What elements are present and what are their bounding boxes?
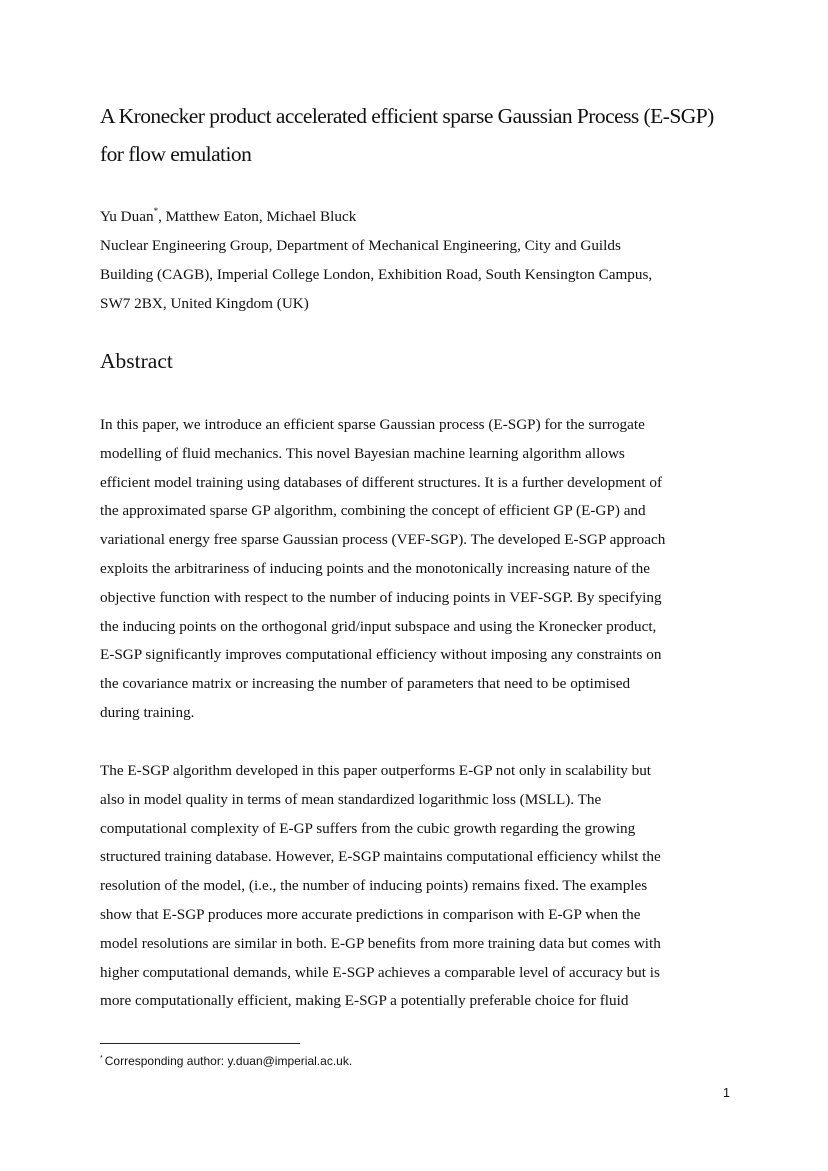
text-line: the covariance matrix or increasing the number of parameters that need to be optimised xyxy=(100,675,631,693)
footnote-marker: * xyxy=(100,1055,103,1062)
text-line: variational energy free sparse Gaussian process (VEF-SGP). The developed E-SGP approach xyxy=(100,531,666,549)
affiliation-line: Nuclear Engineering Group, Department of Mechanical Engineering, City and Guilds xyxy=(100,237,621,254)
corresponding-author-name: Yu Duan xyxy=(100,208,154,225)
text-line: resolution of the model, (i.e., the number of inducing points) remains fixed. The examples xyxy=(100,877,648,895)
text-line: also in model quality in terms of mean standardized logarithmic loss (MSLL). The xyxy=(100,790,602,808)
text-line: In this paper, we introduce an efficient sparse Gaussian process (E-SGP) for the surrogate xyxy=(100,416,645,433)
abstract-paragraph-1 xyxy=(100,411,740,728)
text-line: model resolutions are similar in both. E-GP benefits from more training data but comes with xyxy=(100,934,661,952)
text-line: show that E-SGP produces more accurate predictions in comparison with E-GP when the xyxy=(100,905,641,923)
title-line: A Kronecker product accelerated efficient sparse Gaussian Process (E-SGP) xyxy=(100,104,714,128)
page-number: 1 xyxy=(723,1086,730,1100)
footnote-text: Corresponding author: y.duan@imperial.ac.uk. xyxy=(104,1054,353,1068)
paper-title xyxy=(100,97,740,173)
affiliation xyxy=(100,231,740,318)
text-line: computational complexity of E-GP suffers from the cubic growth regarding the growing xyxy=(100,819,636,837)
affiliation-line: Building (CAGB), Imperial College London, Exhibition Road, South Kensington Campus, xyxy=(100,266,653,283)
text-line: structured training database. However, E-SGP maintains computational efficiency whilst the xyxy=(100,848,661,866)
text-line: more computationally efficient, making E-SGP a potentially preferable choice for fluid xyxy=(100,992,629,1010)
abstract-paragraph-2 xyxy=(100,757,740,1016)
text-line: E-SGP significantly improves computational efficiency without imposing any constraints on xyxy=(100,646,662,664)
text-line: exploits the arbitrariness of inducing points and the monotonically increasing nature of the xyxy=(100,559,650,577)
footnote xyxy=(100,1052,352,1070)
text-line: modelling of fluid mechanics. This novel Bayesian machine learning algorithm allows xyxy=(100,444,625,462)
text-line: objective function with respect to the number of inducing points in VEF-SGP. By specifying xyxy=(100,588,662,606)
footnote-marker: * xyxy=(153,206,159,216)
text-line: The E-SGP algorithm developed in this paper outperforms E-GP not only in scalability but xyxy=(100,762,652,779)
text-line: higher computational demands, while E-SGP achieves a comparable level of accuracy but is xyxy=(100,963,660,981)
affiliation-line: SW7 2BX, United Kingdom (UK) xyxy=(100,295,309,312)
text-line: efficient model training using databases of different structures. It is a further development of xyxy=(100,473,663,491)
text-line: the approximated sparse GP algorithm, combining the concept of efficient GP (E-GP) and xyxy=(100,502,646,520)
abstract-heading: Abstract xyxy=(100,349,173,373)
title-line: for flow emulation xyxy=(100,142,252,166)
author-list xyxy=(100,202,740,231)
coauthor-names: , Matthew Eaton, Michael Bluck xyxy=(158,208,357,225)
text-line: the inducing points on the orthogonal grid/input subspace and using the Kronecker product, xyxy=(100,617,657,635)
text-line: during training. xyxy=(100,703,195,721)
footnote-divider xyxy=(100,1043,300,1044)
